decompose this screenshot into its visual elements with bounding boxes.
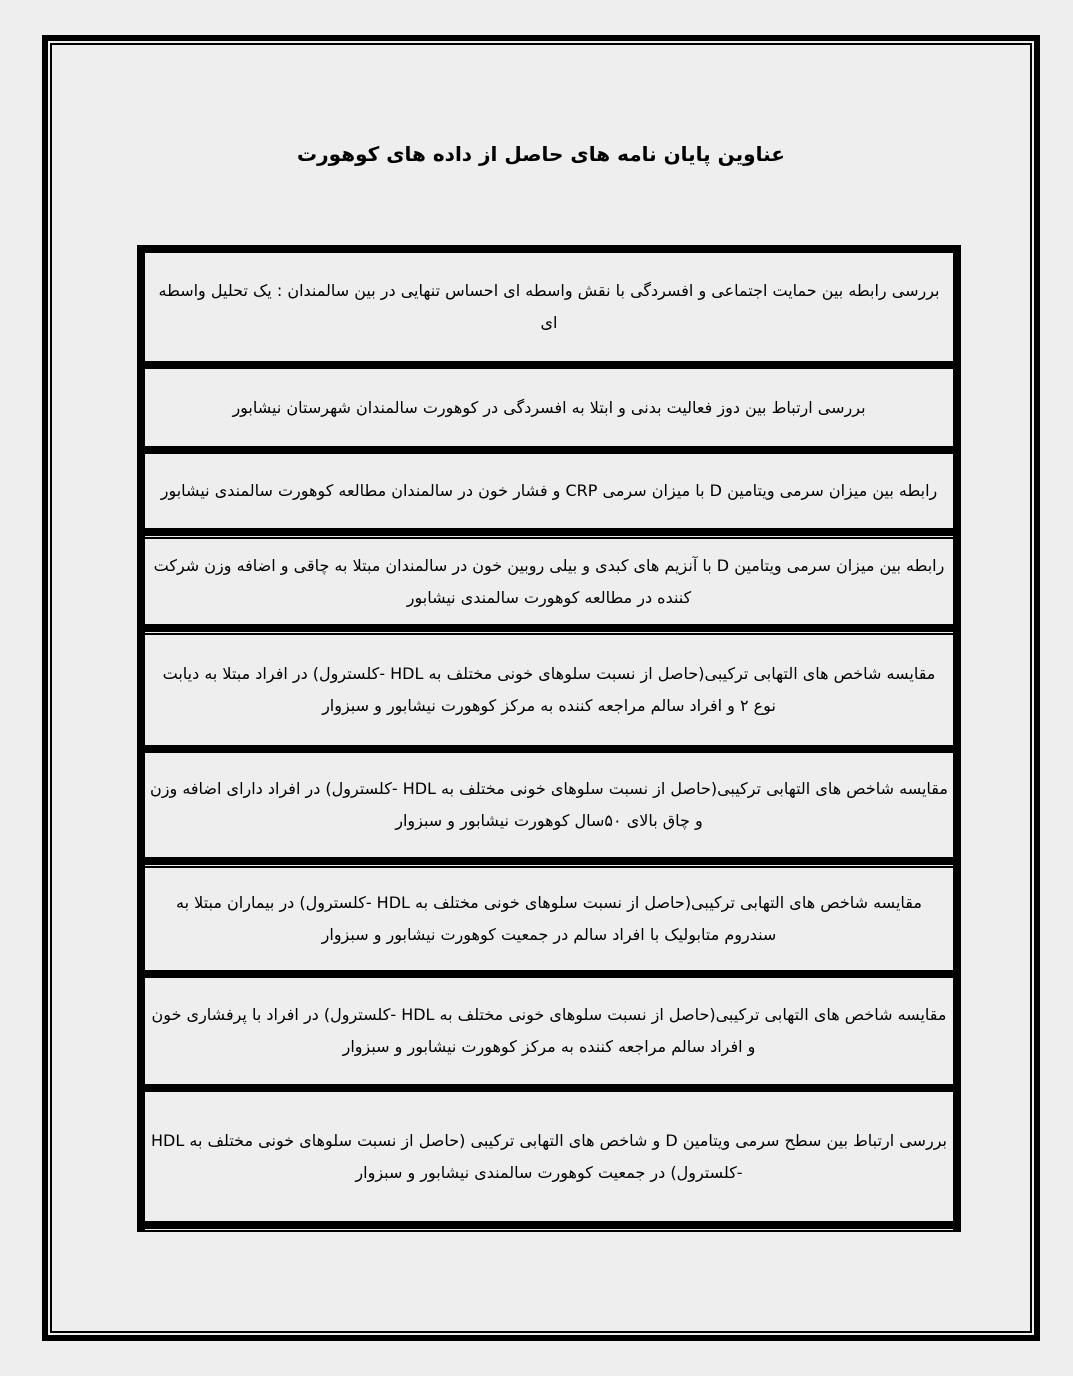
thesis-title-text: بررسی رابطه بین حمایت اجتماعی و افسردگی با نقش واسطه ای احساس تنهایی در بین سالمندان : یک تحلیل واسطه ای (158, 281, 940, 332)
table-row (145, 753, 953, 865)
thesis-title-text: رابطه بین میزان سرمی ویتامین D با آنزیم های کبدی و بیلی روبین خون در سالمندان مبتلا به چاقی و اضافه وزن شرکت کننده در مطالعه کوهورت سالمندی نیشابور (153, 555, 945, 607)
thesis-title-text: بررسی ارتباط بین دوز فعالیت بدنی و ابتلا به افسردگی در کوهورت سالمندان شهرستان نیشابور (232, 397, 866, 417)
page-frame (42, 35, 1040, 1341)
table-row (145, 539, 953, 632)
thesis-title-text: بررسی ارتباط بین سطح سرمی ویتامین D و شاخص های التهابی ترکیبی (حاصل از نسبت سلوهای خونی مختلف به HDL -کلسترول) در جمعیت کوهورت سالمندی نیشابور و سبزوار (151, 1130, 947, 1182)
table-row (145, 369, 953, 454)
table-row (145, 1092, 953, 1229)
table-row (145, 454, 953, 536)
table-row (145, 635, 953, 753)
thesis-title-text: مقایسه شاخص های التهابی ترکیبی(حاصل از نسبت سلوهای خونی مختلف به HDL -کلسترول) در بیماران مبتلا به سندروم متابولیک با افراد سالم در جمعیت کوهورت نیشابور و سبزوار (176, 893, 922, 944)
page-frame-inner-border (50, 43, 1032, 1333)
thesis-title-text: مقایسه شاخص های التهابی ترکیبی(حاصل از نسبت سلوهای خونی مختلف به HDL -کلسترول) در افراد با پرفشاری خون و افراد سالم مراجعه کننده به مرکز کوهورت نیشابور و سبزوار (151, 1005, 947, 1056)
thesis-title-text: رابطه بین میزان سرمی ویتامین D با میزان سرمی CRP و فشار خون در سالمندان مطالعه کوهورت سالمندی نیشابور (160, 481, 938, 500)
thesis-titles-table (137, 245, 961, 1232)
thesis-title-text: مقایسه شاخص های التهابی ترکیبی(حاصل از نسبت سلوهای خونی مختلف به HDL -کلسترول) در افراد مبتلا به دیابت نوع ۲ و افراد سالم مراجعه کننده به مرکز کوهورت نیشابور و سبزوار (162, 664, 936, 715)
table-row (145, 978, 953, 1092)
thesis-title-text: مقایسه شاخص های التهابی ترکیبی(حاصل از نسبت سلوهای خونی مختلف به HDL -کلسترول) در افراد دارای اضافه وزن و چاق بالای ۵۰سال کوهورت نیشابور و سبزوار (150, 779, 948, 830)
page-title: عناوین پایان نامه های حاصل از داده های کوهورت (297, 142, 785, 166)
table-row (145, 253, 953, 369)
table-row (145, 868, 953, 978)
